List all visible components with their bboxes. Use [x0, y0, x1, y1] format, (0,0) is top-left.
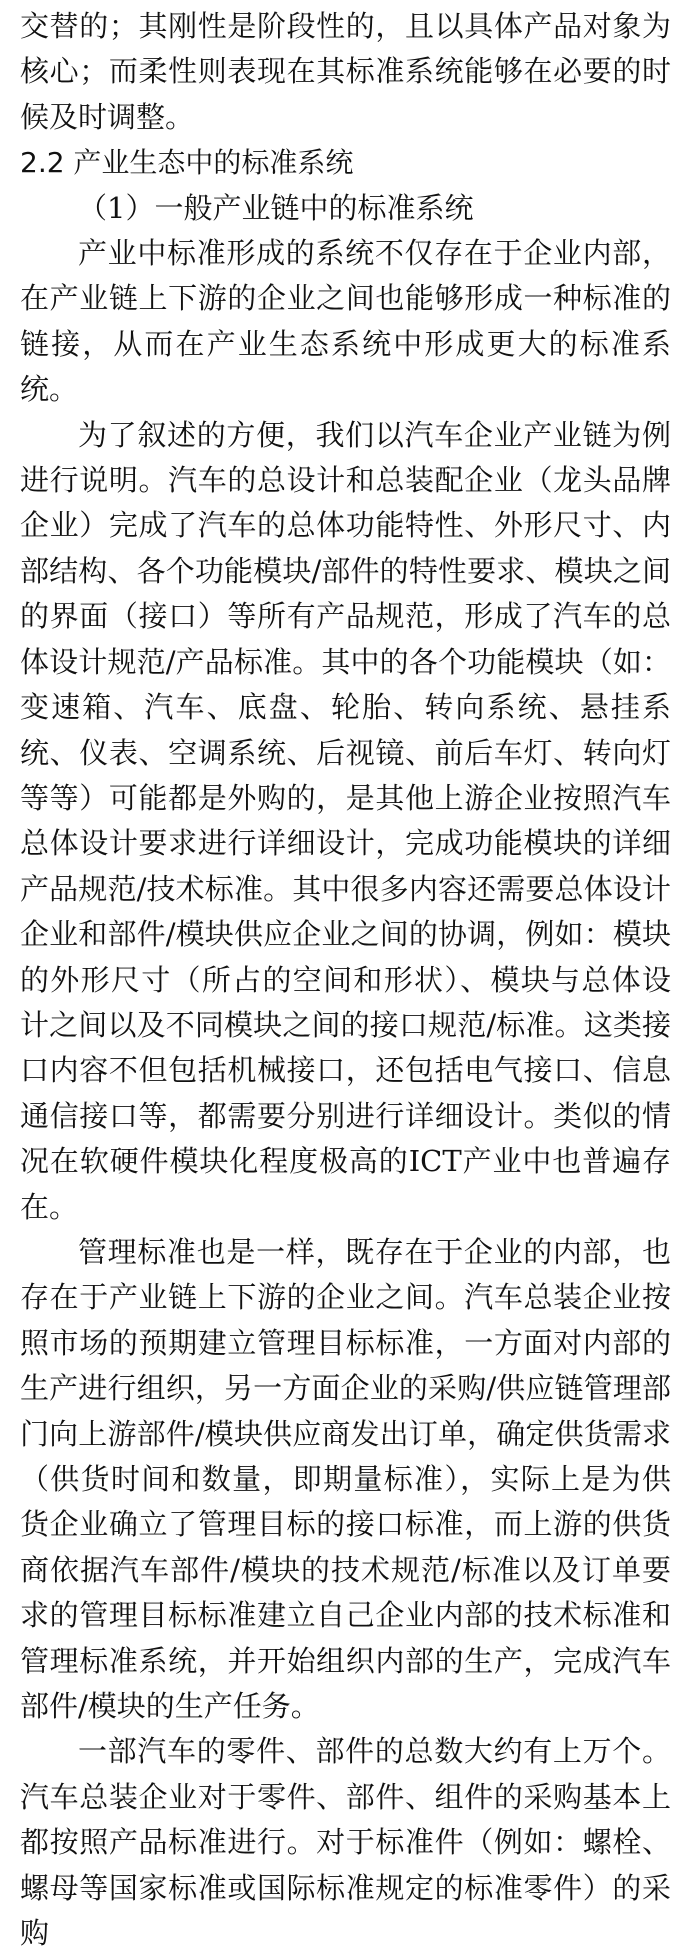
continuation-paragraph: 交替的；其刚性是阶段性的，且以具体产品对象为核心；而柔性则表现在其标准系统能够在必要的时候及时调整。: [20, 9, 671, 134]
subsection-heading: （1）一般产业链中的标准系统: [78, 190, 474, 225]
section-heading: 2.2 产业生态中的标准系统: [20, 146, 354, 180]
paragraph-industry-chain: 产业中标准形成的系统不仅存在于企业内部，在产业链上下游的企业之间也能够形成一种标准的链接，从而在产业生态系统中形成更大的标准系统。: [20, 236, 671, 407]
paragraph-management-standards: 管理标准也是一样，既存在于企业的内部，也存在于产业链上下游的企业之间。汽车总装企业按照市场的预期建立管理目标标准，一方面对内部的生产进行组织，另一方面企业的采购/供应链管理部门向上游部件/模块供应商发出订单，确定供货需求（供货时间和数量，即期量标准），实际上是为供货企业确立了管理目标的接口标准，而上游的供货商依据汽车部件/模块的技术规范/标准以及订单要求的管理目标标准建立自己企业内部的技术标准和管理标准系统，并开始组织内部的生产，完成汽车部件/模块的生产任务。: [20, 1234, 671, 1724]
paragraph-automotive-example: 为了叙述的方便，我们以汽车企业产业链为例进行说明。汽车的总设计和总装配企业（龙头品牌企业）完成了汽车的总体功能特性、外形尺寸、内部结构、各个功能模块/部件的特性要求、模块之间的界面（接口）等所有产品规范，形成了汽车的总体设计规范/产品标准。其中的各个功能模块（如：变速箱、汽车、底盘、轮胎、转向系统、悬挂系统、仪表、空调系统、后视镜、前后车灯、转向灯等等）可能都是外购的，是其他上游企业按照汽车总体设计要求进行详细设计，完成功能模块的详细产品规范/技术标准。其中很多内容还需要总体设计企业和部件/模块供应企业之间的协调，例如：模块的外形尺寸（所占的空间和形状）、模块与总体设计之间以及不同模块之间的接口规范/标准。这类接口内容不但包括机械接口，还包括电气接口、信息通信接口等，都需要分别进行详细设计。类似的情况在软硬件模块化程度极高的ICT产业中也普遍存在。: [20, 417, 671, 1224]
paragraph-parts-procurement: 一部汽车的零件、部件的总数大约有上万个。汽车总装企业对于零件、部件、组件的采购基本上都按照产品标准进行。对于标准件（例如：螺栓、螺母等国家标准或国际标准规定的标准零件）的采购: [20, 1734, 671, 1951]
